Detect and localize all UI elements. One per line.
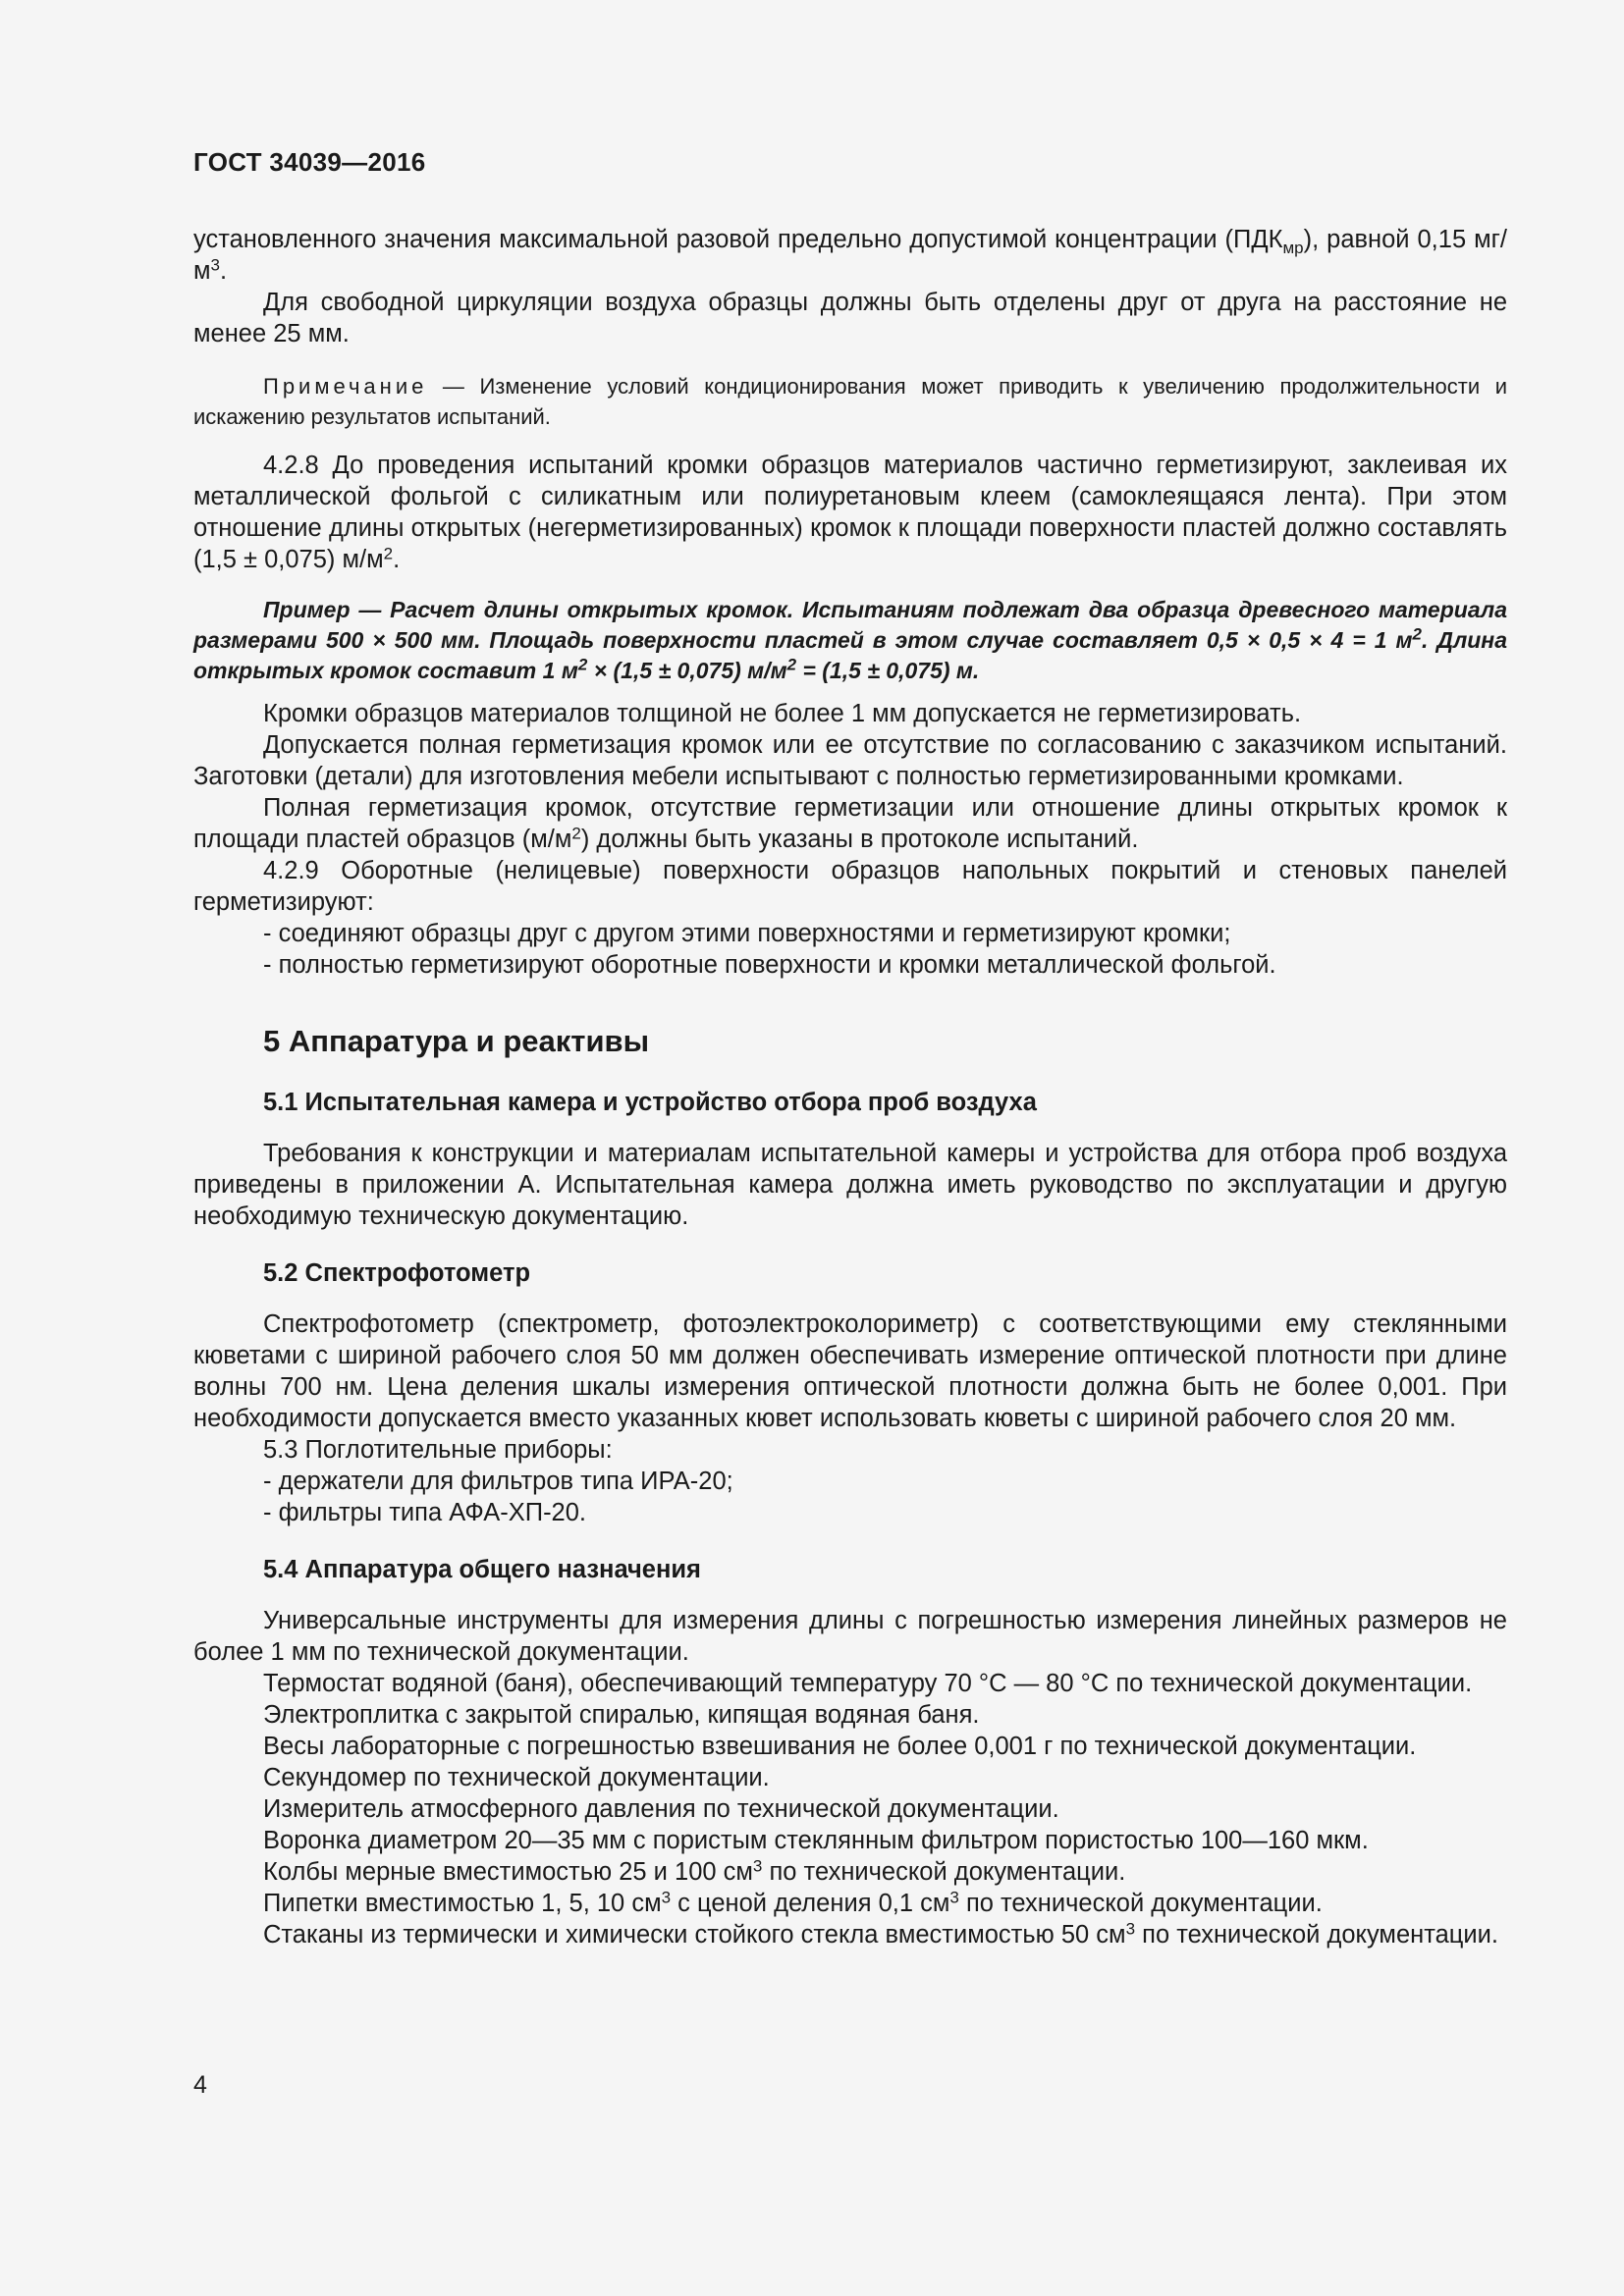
list-item: - полностью герметизируют оборотные поверхности и кромки металлической фольгой. — [263, 951, 1276, 979]
equipment-paragraph — [193, 1856, 1507, 1888]
superscript: 3 — [210, 255, 220, 275]
equipment-paragraph: Универсальные инструменты для измерения длины с погрешностью измерения линейных размеров не более 1 мм по технической документации. — [193, 1607, 1507, 1666]
superscript: 2 — [571, 824, 581, 843]
superscript: 3 — [949, 1888, 959, 1907]
text-run: Стаканы из термически и химически стойкого стекла вместимостью 50 см — [263, 1921, 1126, 1949]
text-run: Пипетки вместимостью 1, 5, 10 см — [263, 1890, 662, 1917]
list-item: - держатели для фильтров типа ИРА-20; — [263, 1468, 733, 1495]
superscript: 3 — [1125, 1919, 1136, 1939]
note-paragraph — [193, 371, 1507, 432]
clause-4-2-8 — [193, 450, 1507, 575]
equipment-paragraph: Весы лабораторные с погрешностью взвешивания не более 0,001 г по технической документации. — [263, 1733, 1417, 1760]
intro-paragraph-1 — [193, 224, 1507, 287]
equipment-paragraph: Секундомер по технической документации. — [263, 1764, 770, 1791]
circulation-paragraph: Для свободной циркуляции воздуха образцы должны быть отделены друг от друга на расстояние не менее 25 мм. — [193, 289, 1507, 347]
clause-4-2-9: 4.2.9 Оборотные (нелицевые) поверхности образцов напольных покрытий и стеновых панелей герметизируют: — [193, 857, 1507, 916]
superscript: 3 — [661, 1888, 672, 1907]
text-run: = (1,5 ± 0,075) м. — [796, 658, 980, 683]
equipment-paragraph: Воронка диаметром 20—35 мм с пористым стеклянным фильтром пористостью 100—160 мкм. — [263, 1827, 1369, 1854]
text-run: . Длина открытых кромок составит 1 м — [193, 627, 1507, 683]
text-run: ) должны быть указаны в протоколе испытаний. — [580, 826, 1139, 853]
text-run: Колбы мерные вместимостью 25 и 100 см — [263, 1858, 753, 1886]
page-number: 4 — [193, 2071, 207, 2099]
note-dash: — — [427, 374, 480, 399]
example-paragraph — [193, 595, 1507, 686]
section-5-1-text: Требования к конструкции и материалам испытательной камеры и устройства для отбора проб воздуха приведены в приложении А. Испытательная камера должна иметь руководство по эксплуатации и другую необходимую техническую документацию. — [193, 1140, 1507, 1230]
section-5-title: 5 Аппаратура и реактивы — [263, 1024, 650, 1058]
text-run: с ценой деления 0,1 см — [671, 1890, 950, 1917]
superscript: 2 — [577, 655, 588, 674]
section-5-1-title: 5.1 Испытательная камера и устройство отбора проб воздуха — [263, 1089, 1037, 1116]
list-item: - фильтры типа АФА-ХП-20. — [263, 1499, 587, 1526]
section-5-2-text: Спектрофотометр (спектрометр, фотоэлектроколориметр) с соответствующими ему стеклянными кюветами с шириной рабочего слоя 50 мм должен обеспечивать измерение оптической плотности при длине волны 700 нм. Цена деления шкалы измерения оптической плотности должна быть не более 0,001. При необходимости допускается вместо указанных кювет использовать кюветы с шириной рабочего слоя 20 мм. — [193, 1310, 1507, 1432]
text-run: по технической документации. — [958, 1890, 1323, 1917]
note-label: Примечание — [263, 374, 428, 399]
note-text: Изменение условий кондиционирования может приводить к увеличению продолжительности и искажению результатов испытаний. — [193, 374, 1507, 429]
list-item: - соединяют образцы друг с другом этими поверхностями и герметизируют кромки; — [263, 920, 1231, 947]
text-run: . — [220, 257, 228, 285]
section-5-2-title: 5.2 Спектрофотометр — [263, 1259, 531, 1287]
superscript: 2 — [786, 655, 797, 674]
text-run: Полная герметизация кромок, отсутствие герметизации или отношение длины открытых кромок к площади пластей образцов (м/м — [193, 794, 1507, 853]
equipment-paragraph: Электроплитка с закрытой спиралью, кипящая водяная баня. — [263, 1701, 980, 1729]
superscript: 2 — [1412, 624, 1422, 644]
equipment-paragraph: Измеритель атмосферного давления по технической документации. — [263, 1795, 1059, 1823]
text-run: по технической документации. — [762, 1858, 1126, 1886]
text-run: . — [393, 546, 401, 573]
equipment-paragraph: Термостат водяной (баня), обеспечивающий температуру 70 °С — 80 °С по технической документации. — [263, 1670, 1473, 1697]
superscript: 3 — [752, 1856, 763, 1876]
subscript: мр — [1282, 238, 1304, 257]
edges-paragraph: Кромки образцов материалов толщиной не более 1 мм допускается не герметизировать. — [263, 700, 1302, 727]
equipment-paragraph — [193, 1919, 1507, 1950]
section-5-3-title: 5.3 Поглотительные приборы: — [263, 1436, 613, 1464]
document-header: ГОСТ 34039—2016 — [193, 147, 426, 177]
text-run: установленного значения максимальной разовой предельно допустимой концентрации (ПДК — [193, 226, 1283, 253]
text-run: 4.2.8 До проведения испытаний кромки образцов материалов частично герметизируют, заклеивая их металлической фольгой с силикатным или полиуретановым клеем (самоклеящаяся лента). При этом отношение длины открытых (негерметизированных) кромок к площади поверхности пластей должно составлять (1,5 ± 0,075) м/м — [193, 452, 1507, 573]
text-run: ), равной 0,15 мг/м — [193, 226, 1507, 285]
equipment-paragraph — [193, 1888, 1507, 1919]
text-run: по технической документации. — [1135, 1921, 1498, 1949]
section-5-4-title: 5.4 Аппаратура общего назначения — [263, 1556, 701, 1583]
protocol-paragraph — [193, 792, 1507, 855]
superscript: 2 — [383, 544, 394, 563]
text-run: Пример — Расчет длины открытых кромок. Испытаниям подлежат два образца древесного материала размерами 500 × 500 мм. Площадь поверхности пластей в этом случае составляет 0,5 × 0,5 × 4 = 1 м — [193, 597, 1507, 653]
text-run: × (1,5 ± 0,075) м/м — [587, 658, 787, 683]
document-body — [193, 224, 1507, 1950]
full-sealing-paragraph: Допускается полная герметизация кромок или ее отсутствие по согласованию с заказчиком испытаний. Заготовки (детали) для изготовления мебели испытывают с полностью герметизированными кромками. — [193, 731, 1507, 790]
